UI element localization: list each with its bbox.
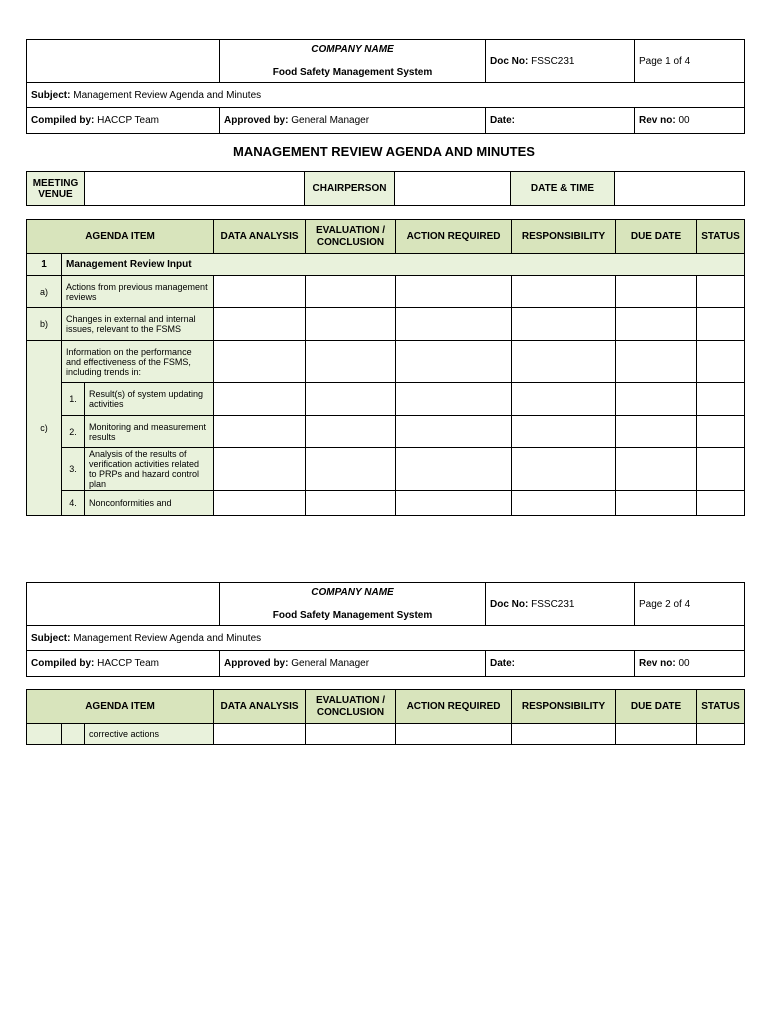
evaluation-cell[interactable] — [306, 491, 396, 516]
data-analysis-cell[interactable] — [214, 276, 306, 308]
chairperson-label: CHAIRPERSON — [305, 172, 395, 206]
responsibility-cell[interactable] — [512, 383, 616, 416]
col-action-required: ACTION REQUIRED — [396, 690, 512, 724]
doc-no-value: FSSC231 — [531, 598, 575, 610]
col-data-analysis: DATA ANALYSIS — [214, 690, 306, 724]
agenda-item-text: Information on the performance and effectiveness of the FSMS, including trends in: — [62, 341, 214, 383]
approved-label: Approved by: — [224, 658, 289, 669]
date-label: Date: — [490, 658, 516, 669]
subject-label: Subject: — [31, 89, 71, 101]
action-cell[interactable] — [396, 416, 512, 448]
data-analysis-cell[interactable] — [214, 383, 306, 416]
action-cell[interactable] — [396, 308, 512, 341]
table-row — [27, 341, 745, 383]
system-name: Food Safety Management System — [272, 610, 433, 621]
agenda-header-row — [27, 220, 745, 254]
col-status: STATUS — [697, 690, 745, 724]
col-responsibility: RESPONSIBILITY — [512, 220, 616, 254]
responsibility-cell[interactable] — [512, 491, 616, 516]
subitem-text: Result(s) of system updating activities — [85, 383, 214, 416]
doc-no-value: FSSC231 — [531, 55, 575, 67]
responsibility-cell[interactable] — [512, 724, 616, 745]
approved-cell — [220, 651, 486, 677]
col-action-required: ACTION REQUIRED — [396, 220, 512, 254]
section-title: Management Review Input — [62, 254, 745, 276]
table-row — [27, 383, 745, 416]
date-label: Date: — [490, 115, 516, 126]
meeting-venue-field[interactable] — [85, 172, 305, 206]
action-cell[interactable] — [396, 383, 512, 416]
evaluation-cell[interactable] — [306, 276, 396, 308]
compiled-label: Compiled by: — [31, 658, 95, 669]
subitem-number — [62, 724, 85, 745]
logo-cell — [27, 583, 220, 626]
action-cell[interactable] — [396, 341, 512, 383]
row-label: b) — [27, 308, 62, 341]
compiled-cell — [27, 108, 220, 134]
status-cell[interactable] — [697, 416, 745, 448]
agenda-table-page-1 — [26, 219, 745, 516]
meeting-venue-label: MEETING VENUE — [27, 172, 85, 206]
rev-value: 00 — [678, 658, 690, 669]
table-row — [27, 448, 745, 491]
evaluation-cell[interactable] — [306, 308, 396, 341]
action-cell[interactable] — [396, 491, 512, 516]
col-responsibility: RESPONSIBILITY — [512, 690, 616, 724]
doc-no-cell — [486, 583, 635, 626]
data-analysis-cell[interactable] — [214, 416, 306, 448]
col-due-date: DUE DATE — [616, 690, 697, 724]
row-label: c) — [27, 341, 62, 516]
agenda-item-text: Changes in external and internal issues, relevant to the FSMS — [62, 308, 214, 341]
subitem-text: corrective actions — [85, 724, 214, 745]
due-date-cell[interactable] — [616, 383, 697, 416]
date-cell — [486, 651, 635, 677]
meeting-info-table — [26, 171, 745, 206]
document-header-page-2 — [26, 582, 745, 677]
status-cell[interactable] — [697, 491, 745, 516]
rev-label: Rev no: — [639, 658, 676, 669]
subject-label: Subject: — [31, 632, 71, 644]
table-row — [27, 416, 745, 448]
approved-value: General Manager — [291, 658, 370, 669]
data-analysis-cell[interactable] — [214, 341, 306, 383]
col-due-date: DUE DATE — [616, 220, 697, 254]
page-number: Page 1 of 4 — [635, 40, 745, 83]
compiled-value: HACCP Team — [97, 115, 159, 126]
chairperson-field[interactable] — [395, 172, 511, 206]
page-number: Page 2 of 4 — [635, 583, 745, 626]
col-agenda-item: AGENDA ITEM — [27, 690, 214, 724]
table-row — [27, 491, 745, 516]
col-data-analysis: DATA ANALYSIS — [214, 220, 306, 254]
due-date-cell[interactable] — [616, 276, 697, 308]
document-header-page-1 — [26, 39, 745, 134]
responsibility-cell[interactable] — [512, 416, 616, 448]
due-date-cell[interactable] — [616, 448, 697, 491]
table-row — [27, 724, 745, 745]
status-cell[interactable] — [697, 383, 745, 416]
evaluation-cell[interactable] — [306, 724, 396, 745]
col-status: STATUS — [697, 220, 745, 254]
rev-cell — [635, 651, 745, 677]
page-title: MANAGEMENT REVIEW AGENDA AND MINUTES — [233, 144, 535, 159]
subitem-text: Monitoring and measurement results — [85, 416, 214, 448]
subitem-number: 2. — [62, 416, 85, 448]
compiled-value: HACCP Team — [97, 658, 159, 669]
section-row — [27, 254, 745, 276]
data-analysis-cell[interactable] — [214, 724, 306, 745]
table-row — [27, 276, 745, 308]
data-analysis-cell[interactable] — [214, 308, 306, 341]
approved-label: Approved by: — [224, 115, 289, 126]
subitem-text: Nonconformities and — [85, 491, 214, 516]
rev-label: Rev no: — [639, 115, 676, 126]
evaluation-cell[interactable] — [306, 341, 396, 383]
date-time-field[interactable] — [615, 172, 745, 206]
agenda-table-page-2 — [26, 689, 745, 745]
col-evaluation: EVALUATION / CONCLUSION — [306, 690, 396, 724]
due-date-cell[interactable] — [616, 416, 697, 448]
responsibility-cell[interactable] — [512, 341, 616, 383]
status-cell[interactable] — [697, 276, 745, 308]
responsibility-cell[interactable] — [512, 276, 616, 308]
subitem-number: 1. — [62, 383, 85, 416]
action-cell[interactable] — [396, 448, 512, 491]
date-cell — [486, 108, 635, 134]
subject-cell — [27, 83, 745, 108]
table-row — [27, 308, 745, 341]
evaluation-cell[interactable] — [306, 383, 396, 416]
doc-no-cell — [486, 40, 635, 83]
status-cell[interactable] — [697, 308, 745, 341]
data-analysis-cell[interactable] — [214, 448, 306, 491]
agenda-item-text: Actions from previous management reviews — [62, 276, 214, 308]
row-label — [27, 724, 62, 745]
responsibility-cell[interactable] — [512, 308, 616, 341]
evaluation-cell[interactable] — [306, 448, 396, 491]
subject-value: Management Review Agenda and Minutes — [73, 632, 262, 644]
subject-cell — [27, 626, 745, 651]
col-evaluation: EVALUATION / CONCLUSION — [306, 220, 396, 254]
company-cell — [220, 583, 486, 626]
evaluation-cell[interactable] — [306, 416, 396, 448]
col-agenda-item: AGENDA ITEM — [27, 220, 214, 254]
status-cell[interactable] — [697, 724, 745, 745]
due-date-cell[interactable] — [616, 308, 697, 341]
doc-no-label: Doc No: — [490, 55, 529, 67]
system-name: Food Safety Management System — [272, 67, 433, 78]
section-number: 1 — [27, 254, 62, 276]
approved-value: General Manager — [291, 115, 370, 126]
due-date-cell[interactable] — [616, 724, 697, 745]
company-name: COMPANY NAME — [311, 587, 394, 598]
due-date-cell[interactable] — [616, 491, 697, 516]
row-label: a) — [27, 276, 62, 308]
approved-cell — [220, 108, 486, 134]
status-cell[interactable] — [697, 341, 745, 383]
subitem-number: 3. — [62, 448, 85, 491]
action-cell[interactable] — [396, 276, 512, 308]
subitem-number: 4. — [62, 491, 85, 516]
logo-cell — [27, 40, 220, 83]
action-cell[interactable] — [396, 724, 512, 745]
compiled-label: Compiled by: — [31, 115, 95, 126]
agenda-header-row — [27, 690, 745, 724]
responsibility-cell[interactable] — [512, 448, 616, 491]
status-cell[interactable] — [697, 448, 745, 491]
date-time-label: DATE & TIME — [511, 172, 615, 206]
due-date-cell[interactable] — [616, 341, 697, 383]
data-analysis-cell[interactable] — [214, 491, 306, 516]
doc-no-label: Doc No: — [490, 598, 529, 610]
rev-value: 00 — [678, 115, 690, 126]
company-name: COMPANY NAME — [311, 44, 394, 55]
rev-cell — [635, 108, 745, 134]
subitem-text: Analysis of the results of verification activities related to PRPs and hazard control plan — [85, 448, 214, 491]
compiled-cell — [27, 651, 220, 677]
company-cell — [220, 40, 486, 83]
subject-value: Management Review Agenda and Minutes — [73, 89, 262, 101]
